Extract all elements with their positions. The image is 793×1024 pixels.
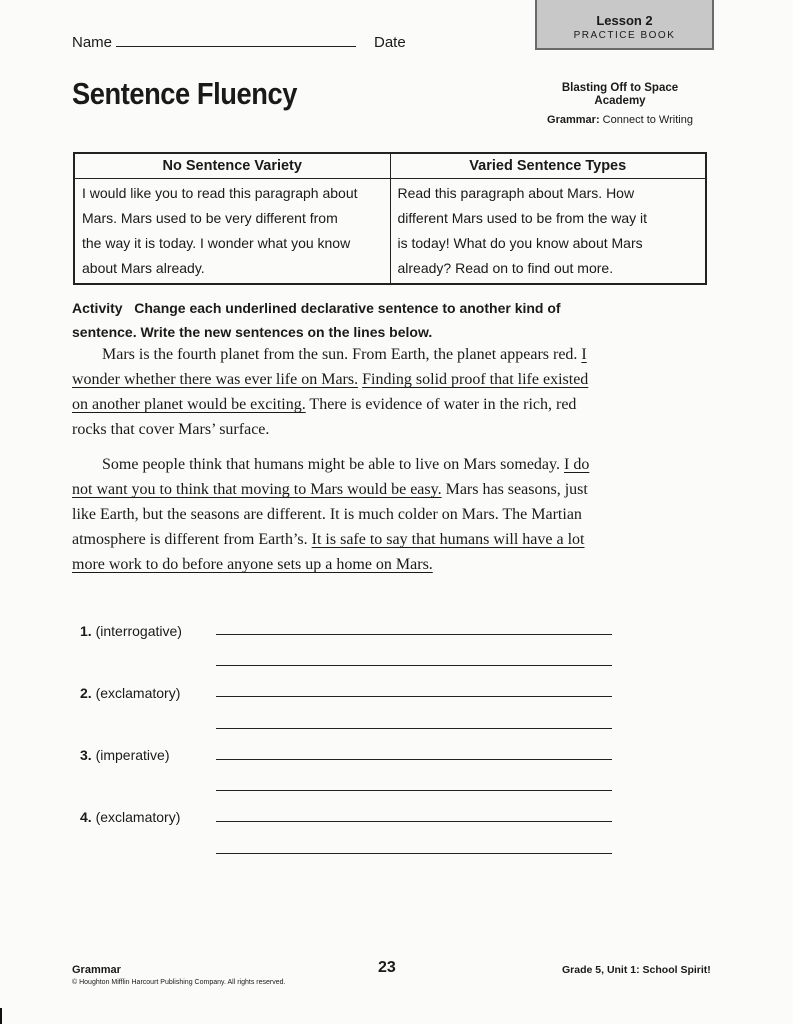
name-field[interactable]: [116, 34, 356, 47]
side-info: [540, 82, 700, 126]
header-varied-types: Varied Sentence Types: [390, 153, 706, 179]
passage-text: Mars has seasons, just like Earth, but the seasons are different. It is much colder on Mars. The Martian atmosphere is different from Earth’s.: [72, 481, 588, 548]
paragraph-1: [72, 342, 592, 442]
name-label: Name: [72, 34, 113, 51]
copyright-notice: © Houghton Mifflin Harcourt Publishing Company. All rights reserved.: [72, 979, 286, 986]
cell-line: Mars. Mars used to be very different from: [82, 210, 338, 226]
footer-unit: Grade 5, Unit 1: School Spirit!: [562, 964, 711, 976]
topic-label: Grammar:: [547, 114, 600, 126]
answer-line-1b[interactable]: [216, 665, 612, 666]
lesson-box: [535, 0, 714, 50]
name-row: [72, 34, 356, 51]
underlined-sentence-4: It is safe to say that humans will have a lot more work to do before anyone sets up a home on Mars.: [72, 531, 585, 573]
header-no-variety: No Sentence Variety: [74, 153, 390, 179]
activity-label: Activity: [72, 300, 123, 316]
answer-line-3a[interactable]: [216, 759, 612, 760]
question-number: 4.: [80, 809, 92, 825]
question-type: (exclamatory): [95, 685, 181, 701]
page-number: 23: [378, 959, 396, 976]
question-3: [80, 747, 169, 763]
passage-text: There is evidence of water in the rich, red rocks that cover Mars’ surface.: [72, 396, 577, 438]
question-type: (imperative): [95, 747, 170, 763]
table-header-row: [74, 153, 706, 179]
comparison-table: [73, 152, 707, 285]
question-number: 1.: [80, 623, 92, 639]
question-4: [80, 809, 180, 825]
underlined-sentence-1: I wonder whether there was ever life on Mars.: [72, 346, 587, 388]
practice-book-label: PRACTICE BOOK: [573, 30, 676, 41]
question-1: [80, 623, 182, 639]
question-number: 3.: [80, 747, 92, 763]
cell-line: different Mars used to be from the way it: [397, 210, 648, 226]
cell-line: the way it is today. I wonder what you know: [82, 235, 351, 251]
activity-instructions: [72, 296, 592, 344]
varied-types-cell: [390, 179, 706, 285]
footer-subject: Grammar: [72, 964, 121, 976]
question-type: (exclamatory): [95, 809, 181, 825]
table-row: [74, 179, 706, 285]
grammar-topic: [540, 114, 700, 126]
reading-passage: [72, 342, 592, 577]
answer-line-2b[interactable]: [216, 728, 612, 729]
story-title: Blasting Off to Space Academy: [561, 82, 679, 107]
cell-line: is today! What do you know about Mars: [397, 235, 643, 251]
scan-edge-mark: [0, 1008, 2, 1024]
lesson-label: Lesson 2: [596, 13, 653, 28]
answer-line-1a[interactable]: [216, 634, 612, 635]
cell-line: about Mars already.: [82, 260, 205, 276]
cell-line: already? Read on to find out more.: [397, 260, 614, 276]
question-number: 2.: [80, 685, 92, 701]
answer-line-3b[interactable]: [216, 790, 612, 791]
date-label: Date: [374, 34, 406, 51]
passage-text: Mars is the fourth planet from the sun. From Earth, the planet appears red.: [102, 346, 582, 363]
passage-text: Some people think that humans might be able to live on Mars someday.: [102, 456, 564, 473]
activity-text: Change each underlined declarative sentence to another kind of sentence. Write the new sentences on the lines below.: [72, 300, 561, 340]
topic-value: Connect to Writing: [602, 114, 693, 126]
answer-line-4a[interactable]: [216, 821, 612, 822]
no-variety-cell: [74, 179, 390, 285]
page-title: Sentence Fluency: [72, 76, 297, 111]
answer-line-4b[interactable]: [216, 853, 612, 854]
question-type: (interrogative): [95, 623, 182, 639]
paragraph-2: [72, 452, 592, 577]
underlined-sentence-2: Finding solid proof that life existed on another planet would be exciting.: [72, 371, 589, 413]
footer-left: [72, 964, 285, 986]
cell-line: Read this paragraph about Mars. How: [397, 185, 635, 201]
underlined-sentence-3: I do not want you to think that moving to Mars would be easy.: [72, 456, 590, 498]
question-2: [80, 685, 180, 701]
date-row: [374, 34, 406, 51]
answer-line-2a[interactable]: [216, 696, 612, 697]
cell-line: I would like you to read this paragraph about: [82, 185, 358, 201]
